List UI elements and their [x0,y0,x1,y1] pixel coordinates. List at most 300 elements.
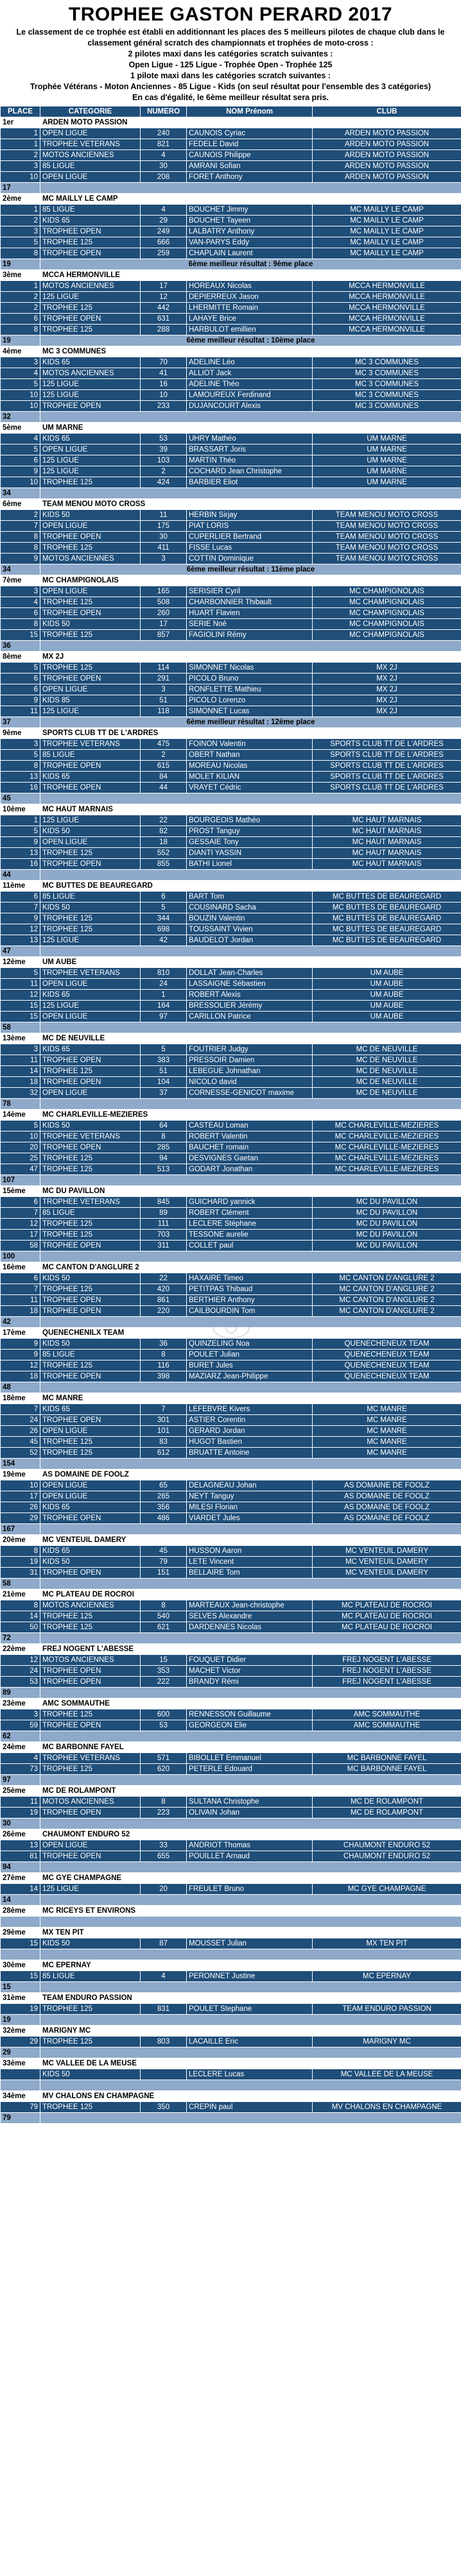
entry-club: SPORTS CLUB TT DE L'ARDRES [313,772,461,783]
club-name: MC CHAMPIGNOLAIS [40,575,461,586]
entry-name: VIARDET Jules [187,1513,313,1524]
total-row [1,641,461,652]
entry-place: 6 [1,684,40,695]
entry-place: 12 [1,1655,40,1666]
entry-number: 18 [141,837,187,848]
entry-place: 3 [1,357,40,368]
entry-place: 12 [1,924,40,935]
entry-number: 51 [141,1066,187,1077]
table-row [1,1164,461,1175]
intro-line: Le classement de ce trophée est établi en additionnant les places des 5 meilleurs pilotes de chaque club dans le classement général scratch des championnats et trophées de moto-cross : [16,28,445,47]
entry-number: 41 [141,368,187,379]
entry-category: TROPHEE 125 [40,1764,141,1775]
entry-club: MCCA HERMONVILLE [313,303,461,314]
total-filler [40,1949,461,1960]
ranking-body [1,117,461,2124]
entry-club: MC BUTTES DE BEAUREGARD [313,902,461,913]
total-row [1,1949,461,1960]
entry-name: PETERLE Edouard [187,1764,313,1775]
entry-name: PICOLO Lorenzo [187,695,313,706]
entry-place: 8 [1,325,40,335]
entry-name: CORNESSE-GENICOT maxime [187,1088,313,1099]
entry-name: BOURGEOIS Mathéo [187,815,313,826]
entry-number: 164 [141,1001,187,1012]
entry-place: 8 [1,248,40,259]
entry-club: MX TEN PIT [313,1938,461,1949]
entry-number: 16 [141,379,187,390]
entry-place: 9 [1,913,40,924]
entry-club: MX 2J [313,706,461,717]
entry-place: 7 [1,1404,40,1415]
entry-place: 12 [1,1360,40,1371]
entry-category: TROPHEE VETERANS [40,968,141,979]
club-total: 32 [1,412,40,423]
club-header-row [1,1644,461,1655]
club-total: 167 [1,1524,40,1535]
club-place: 3ème [1,270,40,281]
club-total [1,1917,40,1928]
entry-name: HAXAIRE Timeo [187,1273,313,1284]
entry-place: 10 [1,390,40,401]
intro-text [0,27,461,106]
entry-number: 103 [141,455,187,466]
entry-number: 4 [141,1971,187,1982]
entry-place: 10 [1,172,40,183]
table-row [1,608,461,619]
entry-place: 2 [1,150,40,161]
total-filler [40,412,461,423]
club-name: ARDEN MOTO PASSION [40,117,461,128]
tiebreak-note: 6ème meilleur résultat : 10ème place [40,335,461,346]
entry-number: 53 [141,1720,187,1731]
entry-number: 285 [141,1142,187,1153]
entry-number: 42 [141,935,187,946]
entry-number: 118 [141,706,187,717]
entry-category: 85 LIGUE [40,1350,141,1360]
entry-place: 4 [1,368,40,379]
club-place: 2ème [1,194,40,205]
entry-place: 10 [1,477,40,488]
entry-club: MC CANTON D'ANGLURE 2 [313,1284,461,1295]
entry-category: TROPHEE 125 [40,2037,141,2047]
entry-number: 845 [141,1197,187,1208]
entry-name: FEDELE David [187,139,313,150]
entry-number: 666 [141,237,187,248]
club-name: MC 3 COMMUNES [40,346,461,357]
club-total: 89 [1,1688,40,1699]
entry-category: 125 LIGUE [40,455,141,466]
entry-number: 208 [141,172,187,183]
table-row [1,1622,461,1633]
entry-place: 31 [1,1568,40,1579]
entry-number: 311 [141,1241,187,1251]
entry-place: 29 [1,2037,40,2047]
entry-club: TEAM MENOU MOTO CROSS [313,532,461,543]
entry-name: PRESSOIR Damien [187,1055,313,1066]
entry-number: 8 [141,1350,187,1360]
entry-number: 810 [141,968,187,979]
entry-number: 240 [141,128,187,139]
table-row [1,325,461,335]
entry-name: NEYT Tanguy [187,1491,313,1502]
entry-place: 5 [1,826,40,837]
entry-number: 114 [141,663,187,674]
entry-club: TEAM MENOU MOTO CROSS [313,543,461,554]
club-place: 34ème [1,2091,40,2102]
entry-category: TROPHEE VETERANS [40,1197,141,1208]
entry-name: LAHAYE Brice [187,314,313,325]
entry-name: MAZIARZ Jean-Philippe [187,1371,313,1382]
entry-category: OPEN LIGUE [40,684,141,695]
entry-name: COCHARD Jean Christophe [187,466,313,477]
entry-name: SERIE Noé [187,619,313,630]
club-name: MC RICEYS ET ENVIRONS [40,1906,461,1917]
entry-name: PETITPAS Thibaud [187,1284,313,1295]
table-row [1,2037,461,2047]
total-filler [40,1524,461,1535]
entry-place: 2 [1,292,40,303]
table-row [1,1557,461,1568]
entry-place: 8 [1,1600,40,1611]
club-place: 30ème [1,1960,40,1971]
club-place: 16ème [1,1262,40,1273]
club-place: 11ème [1,881,40,892]
tiebreak-note-row [1,717,461,728]
entry-category: MOTOS ANCIENNES [40,150,141,161]
entry-club: TEAM ENDURO PASSION [313,2004,461,2015]
club-name: MC VALLEE DE LA MEUSE [40,2058,461,2069]
table-row [1,837,461,848]
entry-place: 18 [1,1306,40,1317]
entry-name: MOREAU Nicolas [187,761,313,772]
entry-club: CHAUMONT ENDURO 52 [313,1840,461,1851]
club-place: 20ème [1,1535,40,1546]
club-total: 72 [1,1633,40,1644]
entry-name: HOREAUX Nicolas [187,281,313,292]
club-place: 21ème [1,1589,40,1600]
club-total: 58 [1,1022,40,1033]
club-total: 78 [1,1099,40,1110]
entry-category: OPEN LIGUE [40,172,141,183]
club-place: 7ème [1,575,40,586]
entry-club: UM MARNE [313,455,461,466]
club-total: 47 [1,946,40,957]
entry-name: NICOLO david [187,1077,313,1088]
table-row [1,477,461,488]
entry-club: QUENECHENEUX TEAM [313,1360,461,1371]
total-filler [40,2015,461,2026]
entry-number: 65 [141,1480,187,1491]
tiebreak-note-row [1,259,461,270]
club-name: MC MANRE [40,1393,461,1404]
entry-number: 36 [141,1339,187,1350]
entry-name: CAUNOIS Philippe [187,150,313,161]
entry-category: TROPHEE 125 [40,663,141,674]
entry-club: MC CHAMPIGNOLAIS [313,619,461,630]
entry-category: TROPHEE OPEN [40,1415,141,1426]
total-row [1,1982,461,1993]
entry-number: 301 [141,1415,187,1426]
club-header-row [1,1742,461,1753]
entry-name: TESSONE aurelie [187,1230,313,1241]
club-total: 44 [1,870,40,881]
entry-category: MOTOS ANCIENNES [40,554,141,564]
club-place: 29ème [1,1928,40,1938]
entry-place: 3 [1,586,40,597]
entry-club: MC HAUT MARNAIS [313,848,461,859]
entry-category: KIDS 65 [40,216,141,226]
entry-name: AMRANI Sofian [187,161,313,172]
tiebreak-note-row [1,335,461,346]
total-filler [40,1633,461,1644]
table-row [1,1153,461,1164]
entry-place: 9 [1,1350,40,1360]
club-place: 13ème [1,1033,40,1044]
club-place: 15ème [1,1186,40,1197]
entry-club: MC PLATEAU DE ROCROI [313,1611,461,1622]
total-row [1,2113,461,2124]
entry-club: ARDEN MOTO PASSION [313,128,461,139]
entry-category: TROPHEE OPEN [40,1808,141,1818]
entry-name: LAMOUREUX Ferdinand [187,390,313,401]
entry-place: 32 [1,1088,40,1099]
entry-name: CASTEAU Loman [187,1121,313,1131]
total-row [1,412,461,423]
entry-club: MC HAUT MARNAIS [313,837,461,848]
entry-number: 116 [141,1360,187,1371]
club-total: 79 [1,2113,40,2124]
entry-name: GERARD Jordan [187,1426,313,1437]
entry-club: QUENECHENEUX TEAM [313,1339,461,1350]
total-row [1,1022,461,1033]
table-row [1,1088,461,1099]
entry-number: 22 [141,1273,187,1284]
entry-category: TROPHEE 125 [40,2004,141,2015]
entry-number: 620 [141,1764,187,1775]
table-row [1,368,461,379]
entry-number: 223 [141,1808,187,1818]
entry-club: MCCA HERMONVILLE [313,292,461,303]
entry-name: LECLERE Stéphane [187,1219,313,1230]
table-row [1,237,461,248]
entry-name: HERBIN Sirjay [187,510,313,521]
entry-category: KIDS 50 [40,2069,141,2080]
entry-name: GESSAIE Tony [187,837,313,848]
club-place: 10ème [1,804,40,815]
total-row [1,1459,461,1470]
entry-place: 59 [1,1720,40,1731]
entry-name: CHAPLAIN Laurent [187,248,313,259]
entry-place: 24 [1,1415,40,1426]
total-row [1,1775,461,1786]
entry-name: CUPERLIER Bertrand [187,532,313,543]
club-header-row [1,804,461,815]
entry-number [141,2069,187,2080]
entry-number: 83 [141,1437,187,1448]
entry-name: RENNESSON Guillaume [187,1709,313,1720]
entry-club: MC EPERNAY [313,1971,461,1982]
entry-number: 508 [141,597,187,608]
entry-place: 47 [1,1164,40,1175]
table-row [1,935,461,946]
entry-place: 14 [1,1884,40,1895]
tiebreak-note: 6ème meilleur résultat : 9ème place [40,259,461,270]
club-place: 1er [1,117,40,128]
table-row [1,684,461,695]
entry-place: 4 [1,434,40,445]
club-header-row [1,1960,461,1971]
intro-line: Open Ligue - 125 Ligue - Trophée Open - Trophée 125 [128,60,333,69]
club-header-row [1,1393,461,1404]
entry-place: 15 [1,1938,40,1949]
club-name: FREJ NOGENT L'ABESSE [40,1644,461,1655]
club-header-row [1,270,461,281]
entry-category: TROPHEE 125 [40,1284,141,1295]
entry-club: MC HAUT MARNAIS [313,859,461,870]
table-row [1,445,461,455]
entry-number: 442 [141,303,187,314]
entry-category: KIDS 50 [40,1938,141,1949]
entry-name: VAN-PARYS Eddy [187,237,313,248]
entry-name: CAUNOIS Cyriac [187,128,313,139]
entry-number: 8 [141,1600,187,1611]
table-row [1,1600,461,1611]
entry-number: 51 [141,695,187,706]
entry-number: 17 [141,619,187,630]
club-name: MV CHALONS EN CHAMPAGNE [40,2091,461,2102]
entry-club: MC DU PAVILLON [313,1241,461,1251]
entry-club: MX 2J [313,695,461,706]
entry-category: TROPHEE OPEN [40,783,141,793]
club-place: 22ème [1,1644,40,1655]
total-filler [40,2113,461,2124]
entry-number: 17 [141,281,187,292]
entry-name: BRESSOLIER Jérémy [187,1001,313,1012]
table-row [1,510,461,521]
table-row [1,1808,461,1818]
entry-place: 5 [1,237,40,248]
total-row [1,2015,461,2026]
entry-club: MC VENTEUIL DAMERY [313,1568,461,1579]
total-filler [40,183,461,194]
entry-club: UM AUBE [313,1012,461,1022]
entry-place: 9 [1,466,40,477]
entry-place: 5 [1,968,40,979]
intro-line: 2 pilotes maxi dans les catégories scratch suivantes : [128,49,333,58]
tiebreak-note: 6ème meilleur résultat : 12ème place [40,717,461,728]
entry-name: GODART Jonathan [187,1164,313,1175]
ranking-table [0,106,461,2124]
entry-category: KIDS 50 [40,619,141,630]
total-row [1,2047,461,2058]
club-total: 58 [1,1579,40,1589]
entry-club: FREJ NOGENT L'ABESSE [313,1677,461,1688]
entry-category: OPEN LIGUE [40,1491,141,1502]
entry-number: 82 [141,826,187,837]
total-filler [40,1251,461,1262]
entry-category: TROPHEE OPEN [40,1306,141,1317]
entry-place: 4 [1,1753,40,1764]
entry-number: 11 [141,510,187,521]
entry-category: 125 LIGUE [40,1884,141,1895]
entry-place: 10 [1,1131,40,1142]
entry-name: MARTEAUX Jean-christophe [187,1600,313,1611]
entry-club: MC DE NEUVILLE [313,1066,461,1077]
entry-category: TROPHEE OPEN [40,1851,141,1862]
club-header-row [1,1993,461,2004]
entry-name: LACAILLE Eric [187,2037,313,2047]
club-place: 17ème [1,1328,40,1339]
entry-number: 79 [141,1557,187,1568]
entry-place: 1 [1,281,40,292]
entry-club: MARIGNY MC [313,2037,461,2047]
entry-category: 125 LIGUE [40,815,141,826]
entry-category: KIDS 65 [40,1502,141,1513]
entry-name: ROBERT Alexis [187,990,313,1001]
entry-name: DOLLAT Jean-Charles [187,968,313,979]
table-row [1,892,461,902]
table-row [1,674,461,684]
club-header-row [1,423,461,434]
club-name: MC VENTEUIL DAMERY [40,1535,461,1546]
entry-number: 344 [141,913,187,924]
table-row [1,1197,461,1208]
entry-number: 703 [141,1230,187,1241]
entry-name: BARBIER Eliot [187,477,313,488]
entry-number: 350 [141,2102,187,2113]
entry-club: UM AUBE [313,979,461,990]
entry-club: MC MANRE [313,1448,461,1459]
total-row [1,1099,461,1110]
total-filler [40,641,461,652]
entry-place [1,2069,40,2080]
entry-club: SPORTS CLUB TT DE L'ARDRES [313,783,461,793]
total-filler [40,793,461,804]
club-header-row [1,2091,461,2102]
table-row [1,979,461,990]
entry-place: 2 [1,303,40,314]
entry-place: 17 [1,1491,40,1502]
club-total: 100 [1,1251,40,1262]
table-row [1,1611,461,1622]
intro-line: 1 pilote maxi dans les catégories scratch suivantes : [130,71,331,80]
club-name: MC EPERNAY [40,1960,461,1971]
entry-place: 29 [1,1513,40,1524]
entry-category: TROPHEE OPEN [40,401,141,412]
club-total: 94 [1,1862,40,1873]
entry-category: TROPHEE VETERANS [40,1753,141,1764]
total-filler [40,1917,461,1928]
entry-category: TROPHEE 125 [40,2102,141,2113]
entry-number: 571 [141,1753,187,1764]
table-row [1,1502,461,1513]
entry-name: LEFEBVRE Kivers [187,1404,313,1415]
entry-number: 475 [141,739,187,750]
entry-club: MC CHAMPIGNOLAIS [313,597,461,608]
table-row [1,1350,461,1360]
table-row [1,990,461,1001]
club-header-row [1,1535,461,1546]
entry-club: ARDEN MOTO PASSION [313,172,461,183]
club-total: 36 [1,641,40,652]
entry-category: TROPHEE OPEN [40,1677,141,1688]
table-row [1,1219,461,1230]
entry-number: 24 [141,979,187,990]
table-row [1,1884,461,1895]
entry-category: KIDS 50 [40,510,141,521]
club-total: 154 [1,1459,40,1470]
entry-number: 655 [141,1851,187,1862]
